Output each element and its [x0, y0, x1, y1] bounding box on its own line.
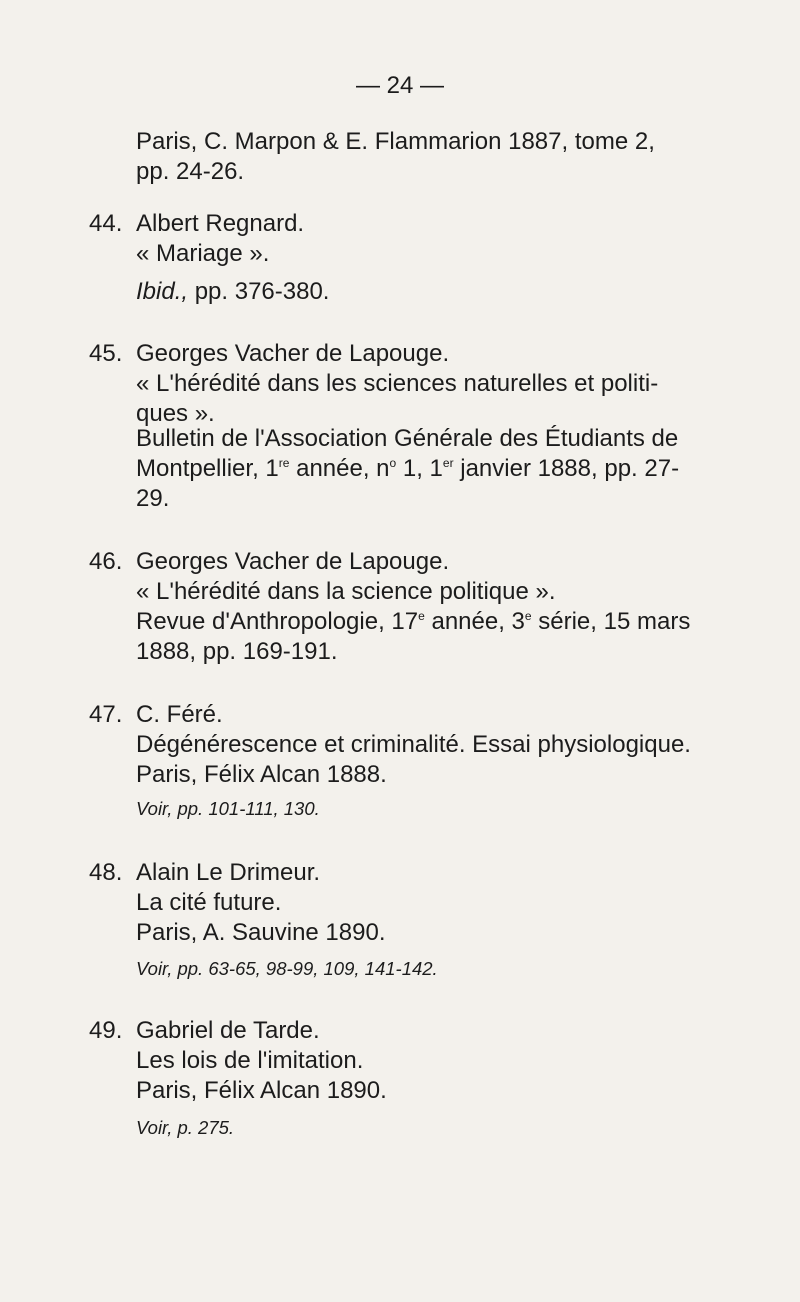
entry-number: 48.: [89, 859, 123, 886]
entry-number: 44.: [89, 210, 123, 237]
superscript: e: [524, 609, 532, 623]
entry-title: « L'hérédité dans la science politique ».: [136, 578, 556, 605]
entry-number: 49.: [89, 1017, 123, 1044]
entry-publication: [136, 607, 690, 637]
pub-text: année, 3: [424, 608, 525, 635]
entry-publisher: Paris, A. Sauvine 1890.: [136, 919, 386, 946]
intro-line: Paris, C. Marpon & E. Flammarion 1887, tome 2,: [136, 128, 655, 155]
entry-number: 45.: [89, 340, 123, 367]
entry-author: C. Féré.: [136, 701, 223, 728]
reference-ibid: Ibid.,: [136, 278, 189, 305]
pub-text: 1, 1: [396, 455, 443, 482]
entry-author: Albert Regnard.: [136, 210, 305, 237]
entry-publication: [136, 454, 679, 484]
entry-note: Voir, pp. 63-65, 98-99, 109, 141-142.: [136, 958, 438, 979]
entry-title: La cité future.: [136, 889, 282, 916]
superscript: o: [389, 456, 397, 470]
entry-title: ques ».: [136, 400, 215, 427]
superscript: e: [418, 609, 425, 623]
entry-publication: 1888, pp. 169-191.: [136, 638, 338, 665]
entry-note: Voir, pp. 101-111, 130.: [136, 798, 320, 819]
pub-text: janvier 1888, pp. 27-: [453, 455, 680, 482]
pub-text: année, n: [289, 455, 390, 482]
superscript: er: [442, 456, 454, 470]
entry-note: Voir, p. 275.: [136, 1117, 235, 1138]
pub-text: Montpellier, 1: [136, 455, 279, 482]
entry-title: « L'hérédité dans les sciences naturelles et politi-: [136, 370, 659, 397]
reference-pages: pp. 376-380.: [188, 278, 330, 305]
entry-number: 46.: [89, 548, 123, 575]
entry-title: Les lois de l'imitation.: [136, 1047, 364, 1074]
entry-author: Alain Le Drimeur.: [136, 859, 321, 886]
entry-number: 47.: [89, 701, 123, 728]
entry-publication: Bulletin de l'Association Générale des Étudiants de: [136, 425, 679, 452]
entry-publisher: Paris, Félix Alcan 1890.: [136, 1077, 387, 1104]
entry-author: Gabriel de Tarde.: [136, 1017, 320, 1044]
entry-title: Dégénérescence et criminalité. Essai physiologique.: [136, 731, 691, 758]
superscript: re: [278, 456, 290, 470]
page-number: — 24 —: [355, 72, 445, 99]
entry-author: Georges Vacher de Lapouge.: [136, 548, 450, 575]
pub-text: Revue d'Anthropologie, 17: [136, 608, 419, 635]
pub-text: série, 15 mars: [531, 608, 691, 635]
entry-author: Georges Vacher de Lapouge.: [136, 340, 450, 367]
entry-publication: 29.: [136, 485, 170, 512]
entry-title: « Mariage ».: [136, 240, 270, 267]
entry-reference: [136, 277, 329, 307]
intro-line: pp. 24-26.: [136, 158, 245, 185]
entry-publisher: Paris, Félix Alcan 1888.: [136, 761, 387, 788]
